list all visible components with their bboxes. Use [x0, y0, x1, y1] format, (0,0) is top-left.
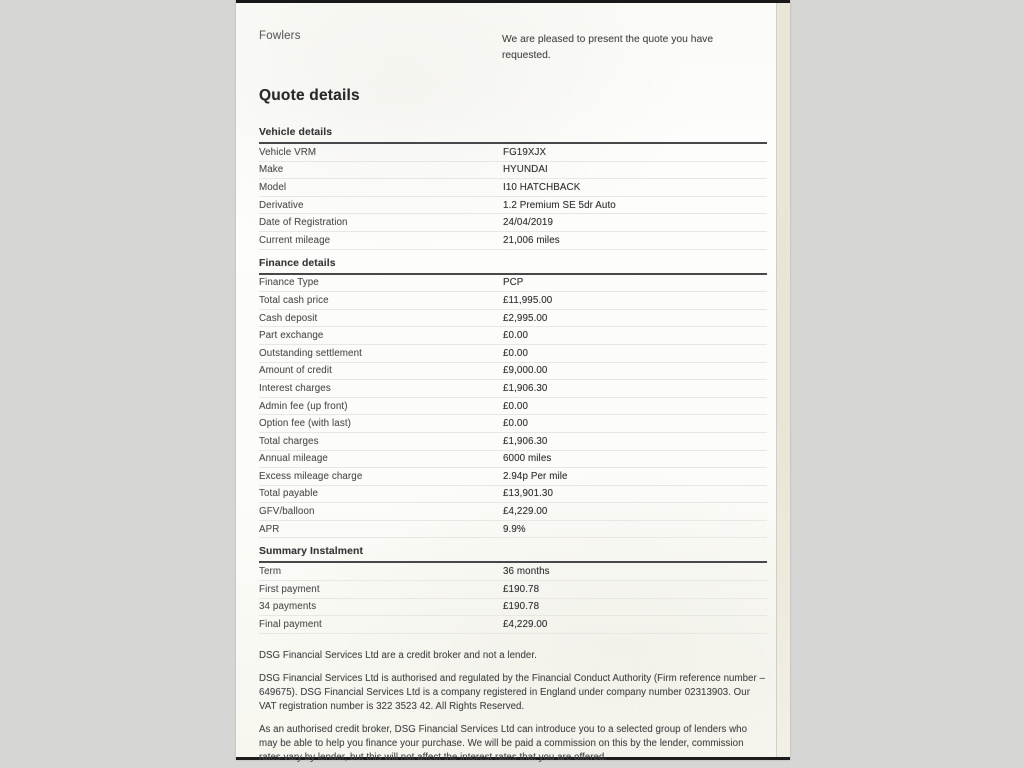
quote-sections: [259, 125, 767, 768]
row-label: Model: [259, 181, 287, 193]
scanner-edge-strip: [776, 3, 790, 757]
table-row: [259, 214, 767, 232]
table-row: [259, 232, 767, 250]
row-label: Admin fee (up front): [259, 400, 348, 412]
row-label: Vehicle VRM: [259, 146, 317, 158]
table-row: [259, 310, 767, 328]
legal-paragraph: As an authorised credit broker, DSG Financial Services Ltd can introduce you to a selected group of lenders who may be able to help you finance your purchase. We will be paid a commission on this by the lender, commission rates vary by lender, but this will not affect the interest rates that you are offered.: [259, 723, 748, 763]
row-value: 9.9%: [503, 523, 526, 535]
row-label: 34 payments: [259, 601, 317, 613]
table-row: [259, 433, 767, 451]
table-row: [259, 162, 767, 180]
table-row: [259, 563, 767, 581]
row-label: Part exchange: [259, 330, 324, 342]
brand-name: Fowlers: [259, 30, 301, 42]
row-label: Derivative: [259, 199, 304, 211]
row-label: Total payable: [259, 488, 319, 500]
row-value: HYUNDAI: [503, 164, 548, 176]
section-title: Summary Instalment: [259, 544, 767, 563]
page-title: Quote details: [259, 87, 360, 104]
table-row: [259, 599, 767, 617]
table-row: [259, 521, 767, 539]
row-value: £0.00: [503, 418, 529, 430]
row-label: APR: [259, 523, 280, 535]
table-row: [259, 292, 767, 310]
row-label: Amount of credit: [259, 365, 332, 377]
row-label: First payment: [259, 583, 320, 595]
row-label: Total charges: [259, 435, 319, 447]
table-row: [259, 415, 767, 433]
table-row: [259, 345, 767, 363]
table-row: [259, 179, 767, 197]
quote-section: [259, 544, 767, 633]
row-label: Finance Type: [259, 277, 319, 289]
table-row: [259, 144, 767, 162]
row-value: £9,000.00: [503, 365, 548, 377]
row-label: Excess mileage charge: [259, 470, 363, 482]
row-value: £0.00: [503, 347, 529, 359]
legal-paragraph: DSG Financial Services Ltd are a credit broker and not a lender.: [259, 649, 537, 661]
table-row: [259, 616, 767, 634]
row-value: £1,906.30: [503, 382, 548, 394]
row-value: 21,006 miles: [503, 234, 560, 246]
table-row: [259, 468, 767, 486]
table-row: [259, 363, 767, 381]
row-value: £4,229.00: [503, 506, 548, 518]
row-value: £0.00: [503, 400, 529, 412]
row-label: Total cash price: [259, 294, 329, 306]
row-value: 24/04/2019: [503, 217, 554, 229]
row-label: Final payment: [259, 619, 322, 631]
legal-footer: [259, 649, 767, 765]
table-row: [259, 486, 767, 504]
intro-text: We are pleased to present the quote you have requested.: [502, 34, 714, 61]
row-value: I10 HATCHBACK: [503, 181, 581, 193]
row-value: 6000 miles: [503, 453, 552, 465]
row-value: £13,901.30: [503, 488, 554, 500]
section-title: Vehicle details: [259, 125, 767, 144]
row-value: 36 months: [503, 566, 550, 578]
row-value: £0.00: [503, 330, 529, 342]
row-label: Make: [259, 164, 284, 176]
row-label: Date of Registration: [259, 217, 348, 229]
row-value: FG19XJX: [503, 146, 547, 158]
scanned-document-page: [236, 0, 790, 763]
table-row: [259, 503, 767, 521]
row-value: £1,906.30: [503, 435, 548, 447]
table-row: [259, 197, 767, 215]
table-row: [259, 380, 767, 398]
row-label: Interest charges: [259, 382, 331, 394]
row-value: £4,229.00: [503, 619, 548, 631]
row-value: £11,995.00: [503, 294, 553, 306]
legal-paragraph: DSG Financial Services Ltd is authorised and regulated by the Financial Conduct Authority (Firm reference number – 649675). DSG Financial Services Ltd is a company registered in England under company number 02313903. Our VAT registration number is 322 3523 42. All Rights Reserved.: [259, 672, 765, 712]
row-label: GFV/balloon: [259, 506, 315, 518]
row-value: 2.94p Per mile: [503, 470, 568, 482]
row-value: £190.78: [503, 583, 540, 595]
row-value: £190.78: [503, 601, 540, 613]
row-label: Term: [259, 566, 282, 578]
row-label: Cash deposit: [259, 312, 318, 324]
row-value: 1.2 Premium SE 5dr Auto: [503, 199, 616, 211]
table-row: [259, 581, 767, 599]
row-value: £2,995.00: [503, 312, 548, 324]
section-title: Finance details: [259, 256, 767, 275]
row-label: Annual mileage: [259, 453, 328, 465]
row-value: PCP: [503, 277, 524, 289]
row-label: Current mileage: [259, 234, 331, 246]
table-row: [259, 275, 767, 293]
row-label: Outstanding settlement: [259, 347, 362, 359]
table-row: [259, 327, 767, 345]
quote-section: [259, 256, 767, 539]
table-row: [259, 451, 767, 469]
quote-section: [259, 125, 767, 250]
row-label: Option fee (with last): [259, 418, 352, 430]
table-row: [259, 398, 767, 416]
